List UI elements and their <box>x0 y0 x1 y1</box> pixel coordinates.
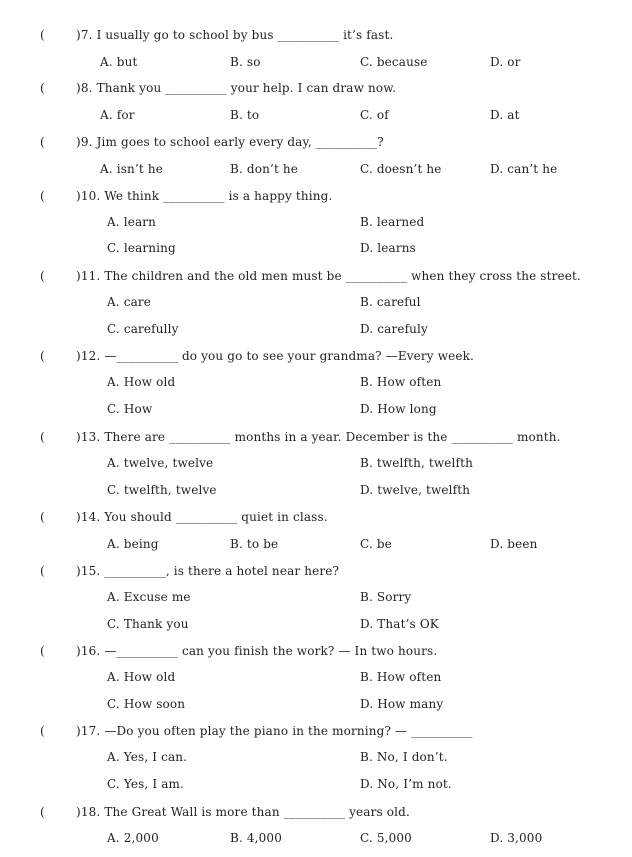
option-a: A. How old <box>107 670 176 684</box>
question-number: )14. <box>76 510 101 524</box>
option-d: D. can’t he <box>490 162 558 176</box>
option-c: C. because <box>360 55 428 69</box>
question-10 <box>40 189 600 203</box>
question-text: —__________ do you go to see your grandma? —Every week. <box>104 349 475 363</box>
question-text: —__________ can you finish the work? — In two hours. <box>104 644 438 658</box>
option-a: A. care <box>107 295 152 309</box>
option-d: D. at <box>490 108 520 122</box>
answer-paren: ( <box>40 28 45 42</box>
question-text: Thank you __________ your help. I can draw now. <box>96 81 397 95</box>
option-d: D. been <box>490 537 538 551</box>
option-b: B. No, I don’t. <box>360 750 448 764</box>
question-number: )7. <box>76 28 93 42</box>
option-d: D. learns <box>360 241 416 255</box>
answer-paren: ( <box>40 135 45 149</box>
question-text: There are __________ months in a year. December is the __________ month. <box>104 430 561 444</box>
option-a: A. twelve, twelve <box>107 456 214 470</box>
option-d: D. twelve, twelfth <box>360 483 471 497</box>
option-a: A. 2,000 <box>107 831 159 845</box>
option-a: A. for <box>100 108 135 122</box>
option-b: B. 4,000 <box>230 831 283 845</box>
answer-paren: ( <box>40 269 45 283</box>
question-8 <box>40 81 600 95</box>
answer-paren: ( <box>40 510 45 524</box>
option-a: A. learn <box>107 215 157 229</box>
question-number: )18. <box>76 805 101 819</box>
option-a: A. Excuse me <box>107 590 191 604</box>
question-16 <box>40 644 600 658</box>
option-a: A. How old <box>107 375 176 389</box>
option-b: B. to be <box>230 537 279 551</box>
option-a: A. isn’t he <box>100 162 163 176</box>
option-b: B. don’t he <box>230 162 299 176</box>
question-number: )11. <box>76 269 101 283</box>
question-text: I usually go to school by bus __________ it’s fast. <box>96 28 394 42</box>
option-c: C. be <box>360 537 392 551</box>
option-c: C. How <box>107 402 153 416</box>
option-d: D. How many <box>360 697 444 711</box>
answer-paren: ( <box>40 724 45 738</box>
option-b: B. learned <box>360 215 425 229</box>
answer-paren: ( <box>40 564 45 578</box>
option-b: B. careful <box>360 295 421 309</box>
question-15 <box>40 564 600 578</box>
question-9 <box>40 135 600 149</box>
option-c: C. 5,000 <box>360 831 412 845</box>
option-d: D. or <box>490 55 521 69</box>
question-text: The children and the old men must be __________ when they cross the street. <box>104 269 581 283</box>
option-b: B. to <box>230 108 260 122</box>
question-11 <box>40 269 600 283</box>
option-c: C. of <box>360 108 389 122</box>
answer-paren: ( <box>40 189 45 203</box>
question-text: The Great Wall is more than __________ years old. <box>104 805 410 819</box>
option-d: D. How long <box>360 402 437 416</box>
question-text: We think __________ is a happy thing. <box>104 189 333 203</box>
question-text: __________, is there a hotel near here? <box>104 564 340 578</box>
option-d: D. That’s OK <box>360 617 439 631</box>
answer-paren: ( <box>40 644 45 658</box>
option-a: A. but <box>100 55 138 69</box>
option-d: D. carefuly <box>360 322 428 336</box>
question-number: )17. <box>76 724 101 738</box>
option-a: A. Yes, I can. <box>107 750 188 764</box>
option-d: D. 3,000 <box>490 831 543 845</box>
question-text: Jim goes to school early every day, __________? <box>96 135 384 149</box>
answer-paren: ( <box>40 805 45 819</box>
question-number: )16. <box>76 644 101 658</box>
option-b: B. so <box>230 55 261 69</box>
question-17 <box>40 724 600 738</box>
question-number: )8. <box>76 81 93 95</box>
option-c: C. doesn’t he <box>360 162 442 176</box>
question-number: )12. <box>76 349 101 363</box>
question-18 <box>40 805 600 819</box>
question-13 <box>40 430 600 444</box>
option-b: B. How often <box>360 375 442 389</box>
option-b: B. How often <box>360 670 442 684</box>
option-a: A. being <box>107 537 159 551</box>
question-text: —Do you often play the piano in the morning? — __________ <box>104 724 473 738</box>
question-number: )10. <box>76 189 101 203</box>
option-c: C. twelfth, twelve <box>107 483 217 497</box>
question-7 <box>40 28 600 42</box>
option-d: D. No, I’m not. <box>360 777 452 791</box>
option-c: C. learning <box>107 241 176 255</box>
option-c: C. Thank you <box>107 617 189 631</box>
question-text: You should __________ quiet in class. <box>104 510 328 524</box>
question-14 <box>40 510 600 524</box>
option-c: C. Yes, I am. <box>107 777 185 791</box>
question-number: )9. <box>76 135 93 149</box>
answer-paren: ( <box>40 81 45 95</box>
option-c: C. carefully <box>107 322 179 336</box>
option-c: C. How soon <box>107 697 186 711</box>
option-b: B. twelfth, twelfth <box>360 456 473 470</box>
answer-paren: ( <box>40 430 45 444</box>
question-number: )13. <box>76 430 101 444</box>
option-b: B. Sorry <box>360 590 412 604</box>
question-number: )15. <box>76 564 101 578</box>
question-12 <box>40 349 600 363</box>
answer-paren: ( <box>40 349 45 363</box>
